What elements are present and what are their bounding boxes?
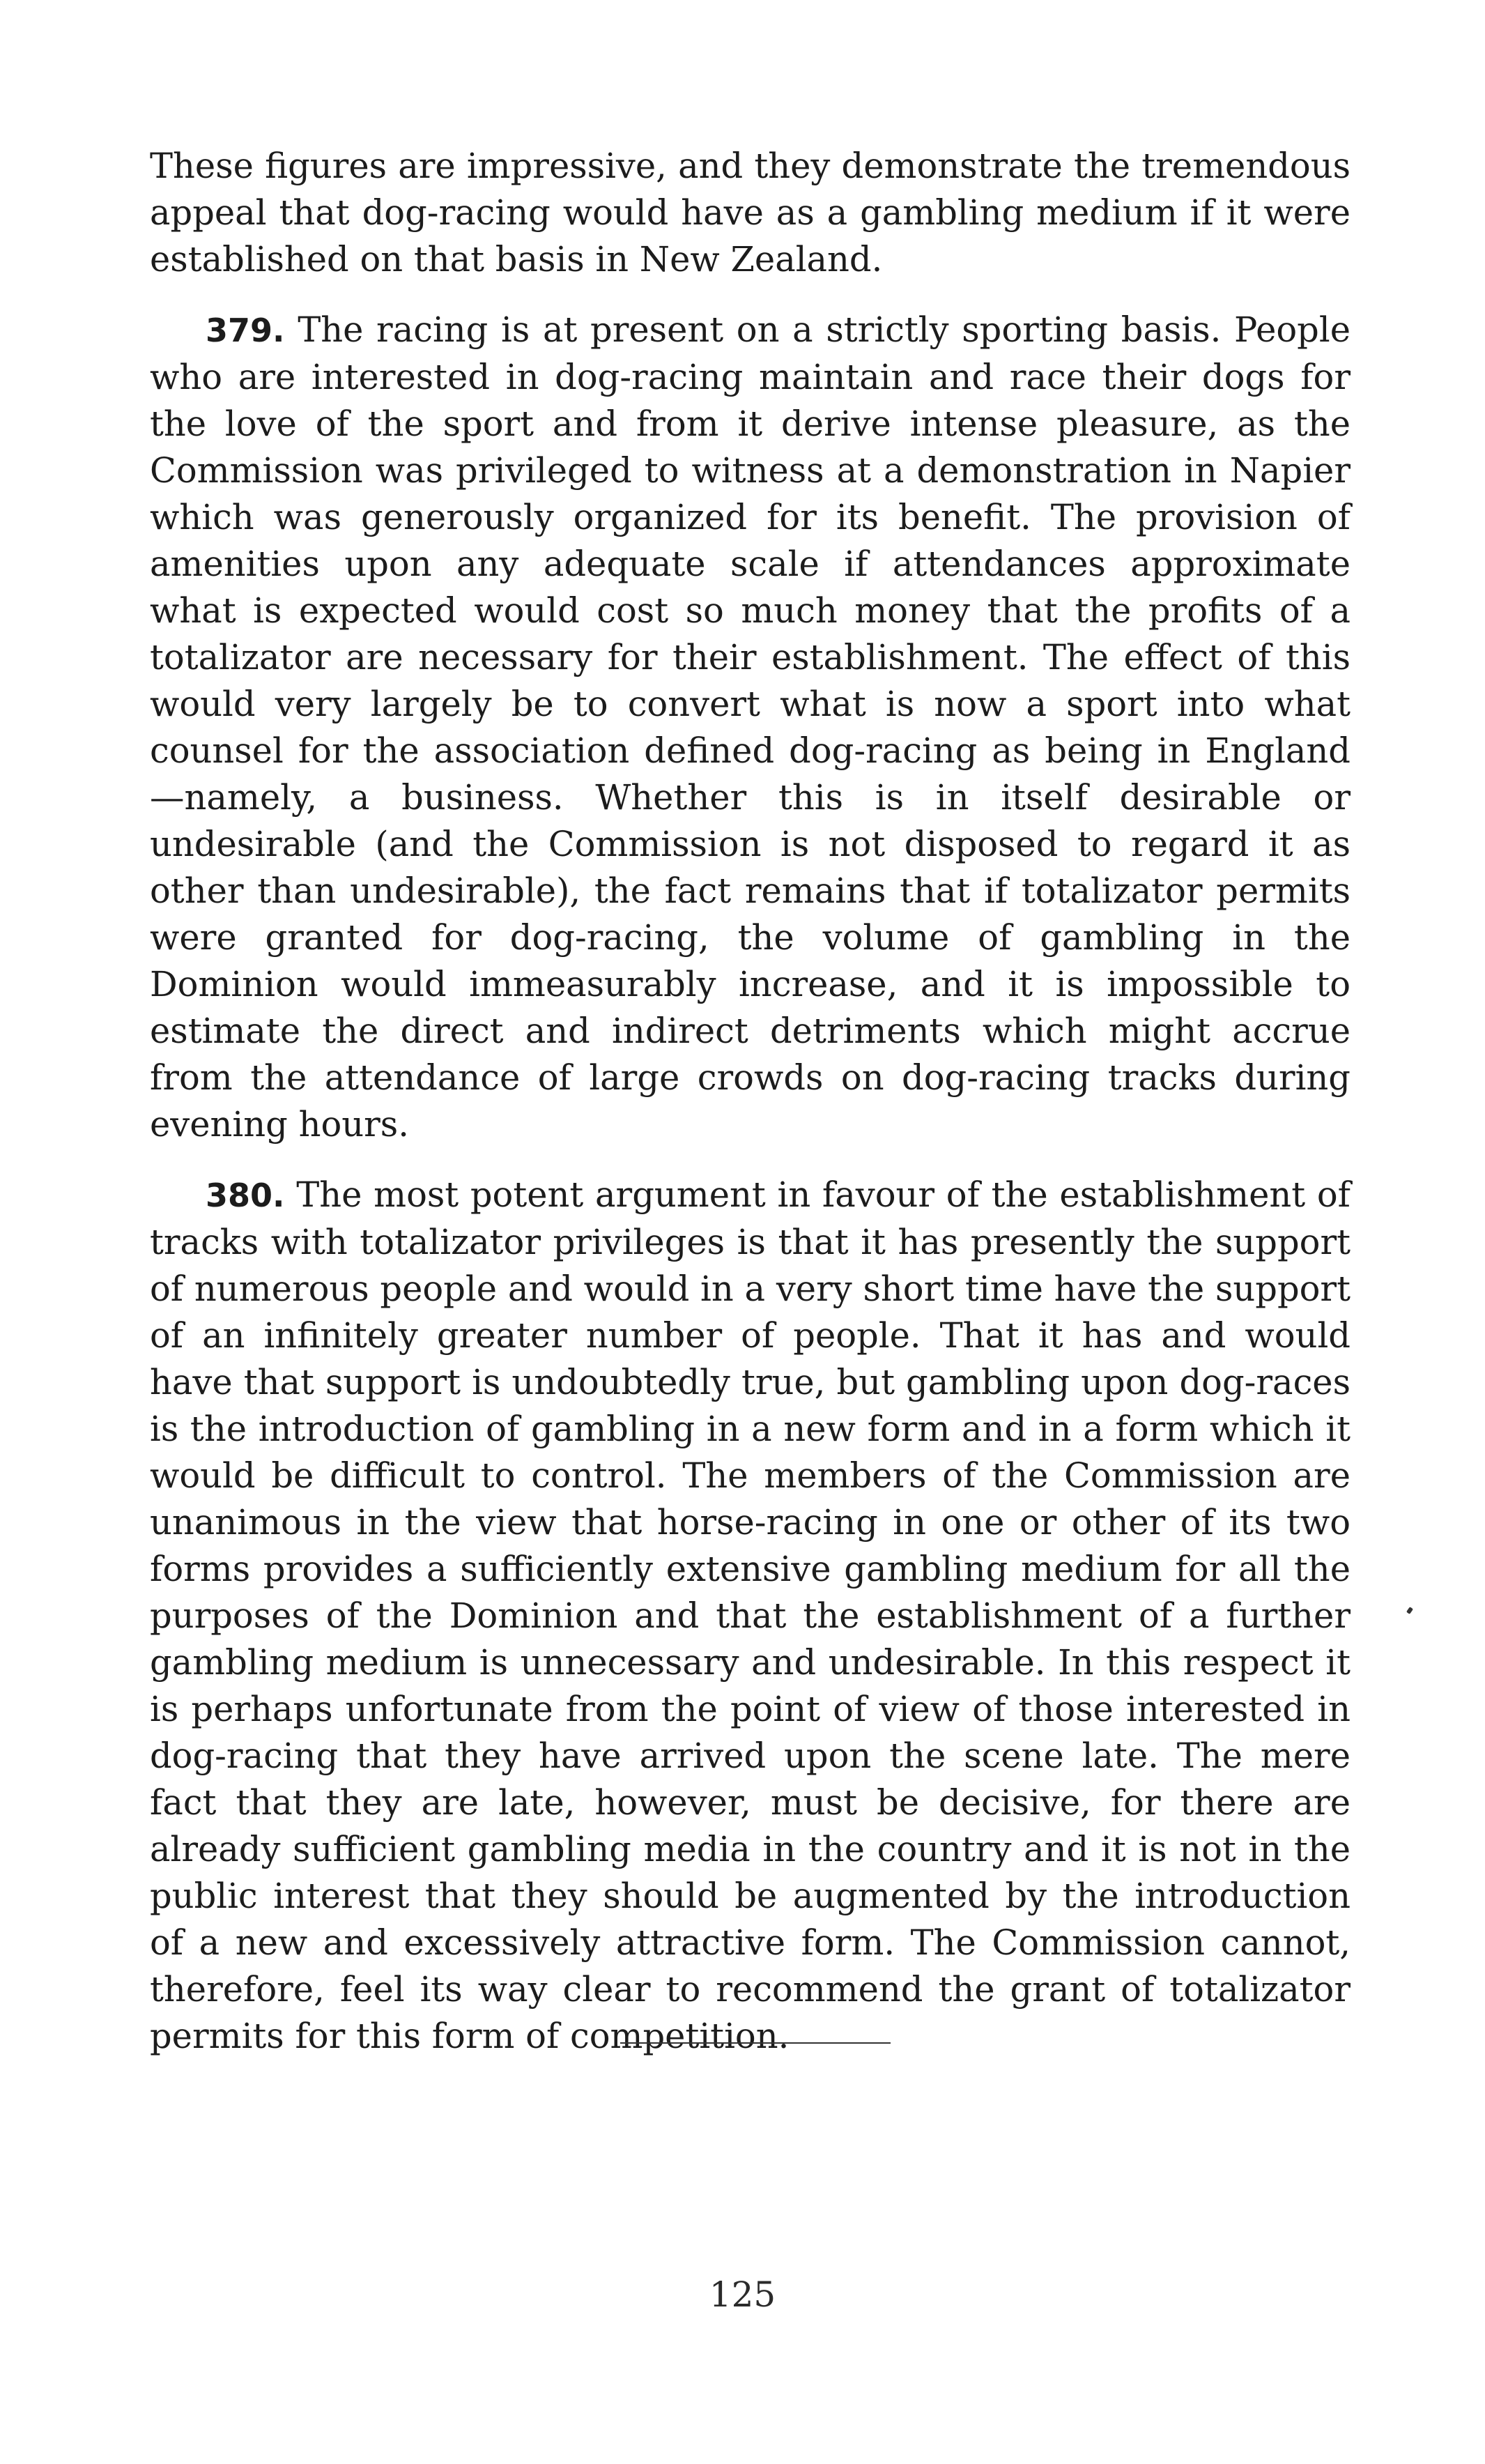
paragraph-number: 380. [206, 1177, 285, 1214]
page-number: 125 [709, 2274, 776, 2315]
paragraph-380 [150, 1172, 1351, 2060]
paragraph-number: 379. [206, 312, 285, 349]
paragraph-text: The most potent argument in favour of the establishment of tracks with totalizator privileges is that it has presently the support of numerous people and would in a very short time have the support of an infinitely greater number of people. That it has and would have that support is undoubtedly true, but gambling upon dog-races is the introduction of gambling in a new form and in a form which it would be difficult to control. The members of the Commission are unanimous in the view that horse-racing in one or other of its two forms provides a sufficiently extensive gambling medium for all the purposes of the Dominion and that the establishment of a further gambling medium is unnecessary and undesirable. In this respect it is perhaps unfortunate from the point of view of those interested in dog-racing that they have arrived upon the scene late. The mere fact that they are late, however, must be decisive, for there are already sufficient gambling media in the country and it is not in the public interest that they should be augmented by the introduction of a new and excessively attractive form. The Commission cannot, therefore, feel its way clear to recommend the grant of totalizator permits for this form of competition. [150, 1174, 1351, 2056]
paragraph-text: These figures are impressive, and they demonstrate the tremendous appeal that dog-racing would have as a gambling medium if it were established on that basis in New Zealand. [150, 146, 1351, 280]
section-divider-rule [620, 2042, 891, 2044]
paragraph-continuation [150, 143, 1351, 283]
paragraph-text: The racing is at present on a strictly sporting basis. People who are interested in dog-racing maintain and race their dogs for the love of the sport and from it derive intense pleasure, as the Commission was privileged to witness at a demonstration in Napier which was generously organized for its benefit. The provision of amenities upon any adequate scale if attendances approximate what is expected would cost so much money that the profits of a totalizator are necessary for their establishment. The effect of this would very largely be to convert what is now a sport into what counsel for the association defined dog-racing as being in England—namely, a business. Whether this is in itself desirable or undesirable (and the Commission is not disposed to regard it as other than undesirable), the fact remains that if totalizator permits were granted for dog-racing, the volume of gambling in the Dominion would immeasurably increase, and it is impossible to estimate the direct and indirect detriments which might accrue from the attendance of large crowds on dog-racing tracks during evening hours. [150, 309, 1351, 1145]
scan-speck [1406, 1607, 1413, 1614]
document-body [150, 143, 1351, 2060]
paragraph-379 [150, 307, 1351, 1148]
